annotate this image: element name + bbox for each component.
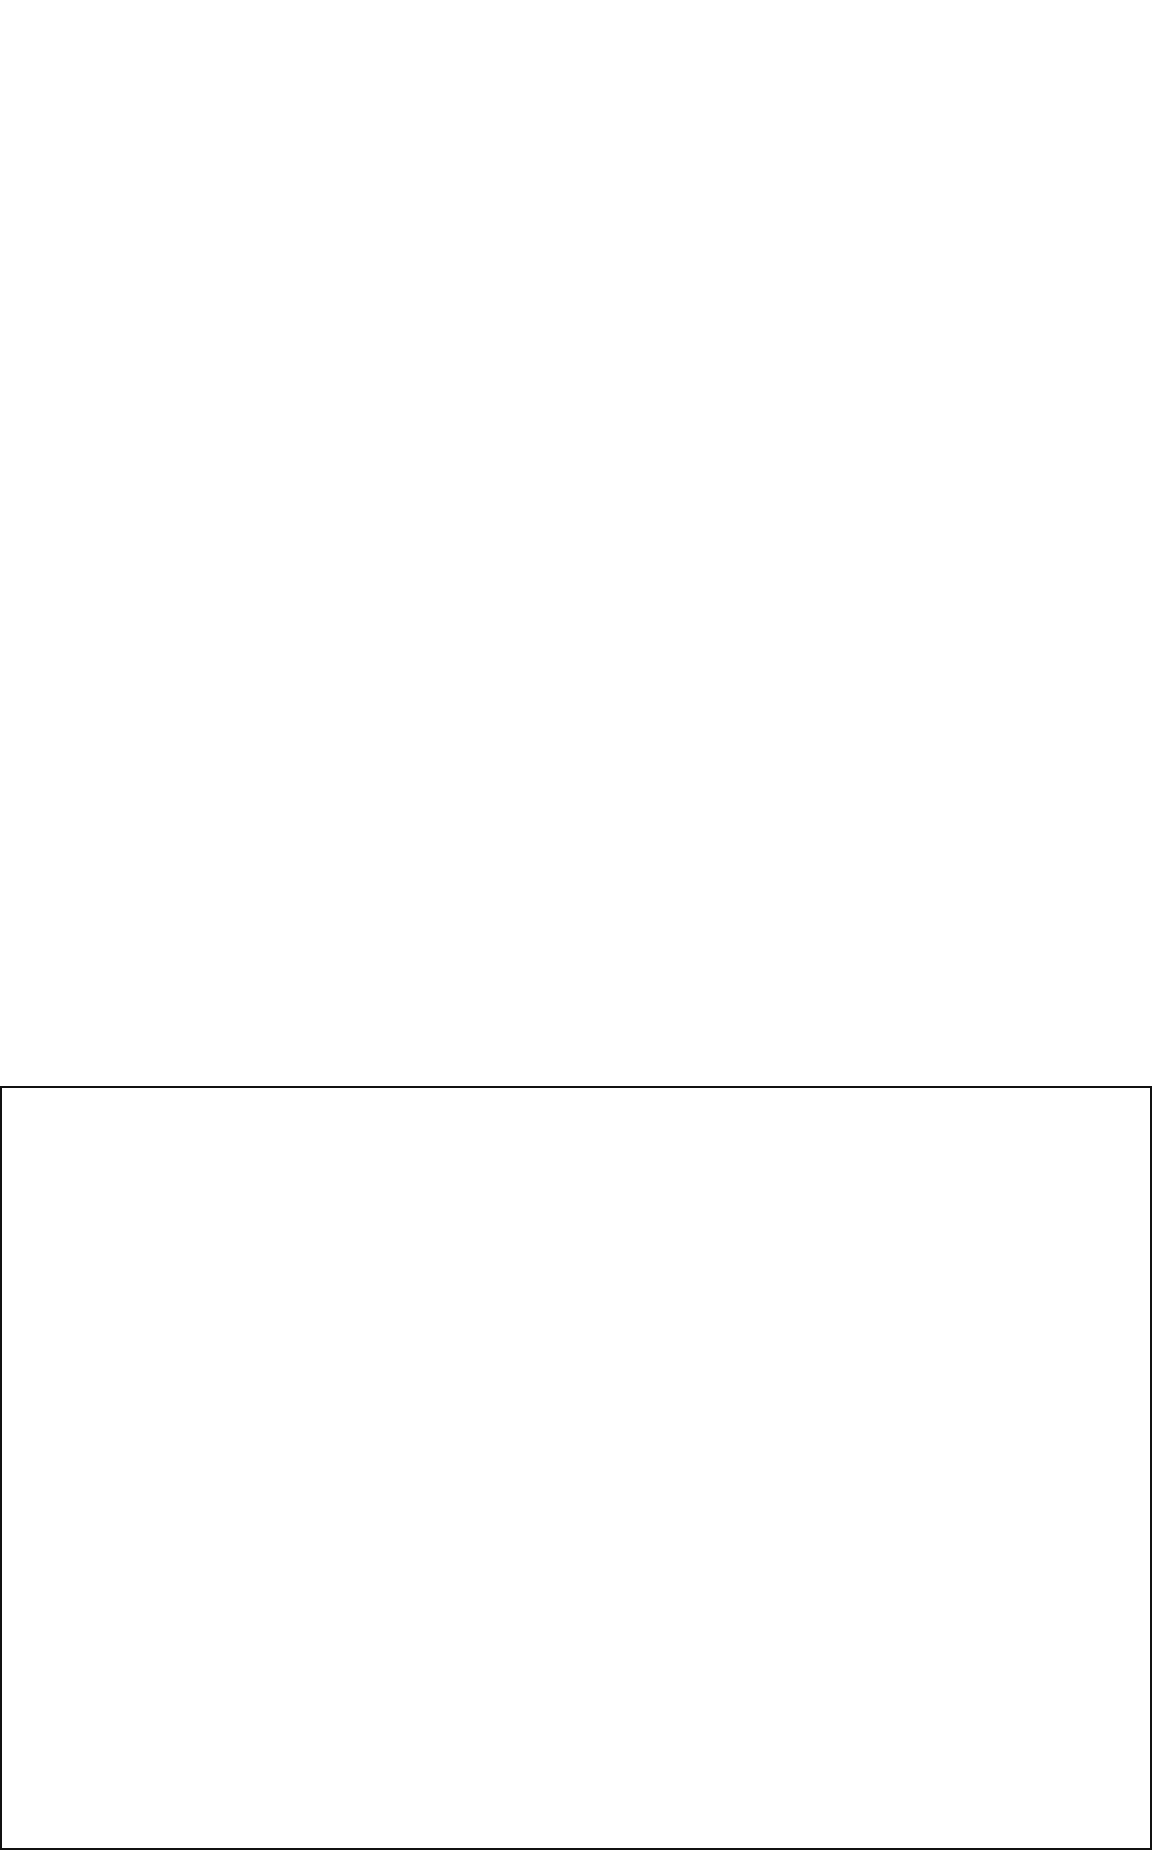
- real-estate-one-ad: [0, 1086, 1152, 1850]
- classified-section: [0, 52, 1152, 1072]
- page-footer: [0, 1848, 1152, 1876]
- page-header: [0, 0, 1152, 18]
